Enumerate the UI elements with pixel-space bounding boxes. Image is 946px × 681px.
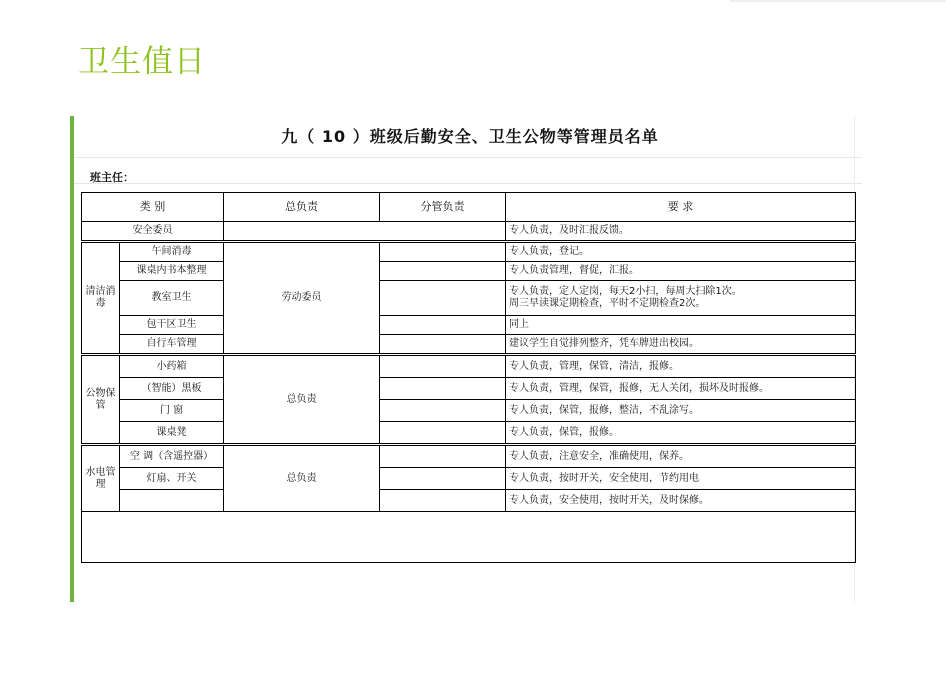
requirement-cell: 专人负责管理，督促，汇报。 [506,262,856,281]
requirement-cell [506,281,856,316]
table-cell-empty [380,242,506,262]
item-name [120,490,224,512]
table-cell-empty [380,335,506,355]
table-cell-empty [380,355,506,378]
header-row [82,193,856,222]
item-name: （智能）黑板 [120,378,224,400]
item-name: 灯扇、开关 [120,468,224,490]
table-cell-empty [380,281,506,316]
table-cell-empty [380,422,506,445]
page-title: 卫生值日 [78,44,206,80]
table-cell-empty [380,468,506,490]
safety-officer-label: 安全委员 [82,222,224,242]
table-row [82,262,856,281]
item-name: 小药箱 [120,355,224,378]
table-cell-empty [380,262,506,281]
requirement-cell: 专人负责，注意安全，准确使用，保养。 [506,445,856,468]
requirement-cell: 专人负责，及时汇报反馈。 [506,222,856,242]
requirement-cell: 专人负责，按时开关，安全使用，节约用电 [506,468,856,490]
roster-table [81,192,856,563]
requirement-line: 专人负责，定人定岗，每天2小扫，每周大扫除1次。 [509,286,742,297]
requirement-line: 周三早读课定期检查，平时不定期检查2次。 [509,298,706,309]
table-row [82,335,856,355]
gridline [74,157,862,158]
requirement-cell: 建议学生自觉排列整齐，凭车牌进出校园。 [506,335,856,355]
header-requirements: 要 求 [506,193,856,222]
requirement-cell: 专人负责，管理，保管，清洁，报修。 [506,355,856,378]
group-label: 水电管理 [82,445,120,512]
chief-cell: 总负责 [224,445,380,512]
table-cell-empty [380,378,506,400]
header-category: 类 别 [82,193,224,222]
group-label: 清洁消毒 [82,242,120,355]
table-row [82,400,856,422]
item-name: 课桌凳 [120,422,224,445]
requirement-cell: 专人负责，登记。 [506,242,856,262]
table-row [82,378,856,400]
table-row [82,490,856,512]
table-row [82,445,856,468]
item-name: 门 窗 [120,400,224,422]
item-name: 自行车管理 [120,335,224,355]
table-cell-empty [82,512,856,563]
table-row [82,242,856,262]
spreadsheet-image [70,116,862,602]
chief-cell: 劳动委员 [224,242,380,355]
table-row [82,222,856,242]
requirement-cell: 专人负责，安全使用，按时开关，及时保修。 [506,490,856,512]
table-row-blank [82,512,856,563]
item-name: 教室卫生 [120,281,224,316]
header-sub: 分管负责 [380,193,506,222]
table-row [82,281,856,316]
requirement-cell: 专人负责，保管，报修。 [506,422,856,445]
table-row [82,468,856,490]
table-row [82,355,856,378]
roster-title: 九（ 10 ）班级后勤安全、卫生公物等管理员名单 [281,127,659,146]
header-chief: 总负责 [224,193,380,222]
top-edge-line [730,0,946,2]
group-label: 公物保管 [82,355,120,445]
table-cell-empty [380,400,506,422]
chief-cell: 总负责 [224,355,380,445]
table-row [82,316,856,335]
table-cell-empty [380,445,506,468]
gridline [74,183,862,184]
table-cell-empty [380,316,506,335]
item-name: 包干区卫生 [120,316,224,335]
table-row [82,422,856,445]
item-name: 空 调（含遥控器） [120,445,224,468]
table-cell-empty [224,222,506,242]
item-name: 课桌内书本整理 [120,262,224,281]
item-name: 午间消毒 [120,242,224,262]
requirement-cell: 专人负责，保管，报修，整洁，不乱涂写。 [506,400,856,422]
requirement-cell: 同上 [506,316,856,335]
requirement-cell: 专人负责，管理，保管，报修，无人关闭，损坏及时报修。 [506,378,856,400]
homeroom-teacher-label: 班主任： [90,171,134,184]
table-cell-empty [380,490,506,512]
